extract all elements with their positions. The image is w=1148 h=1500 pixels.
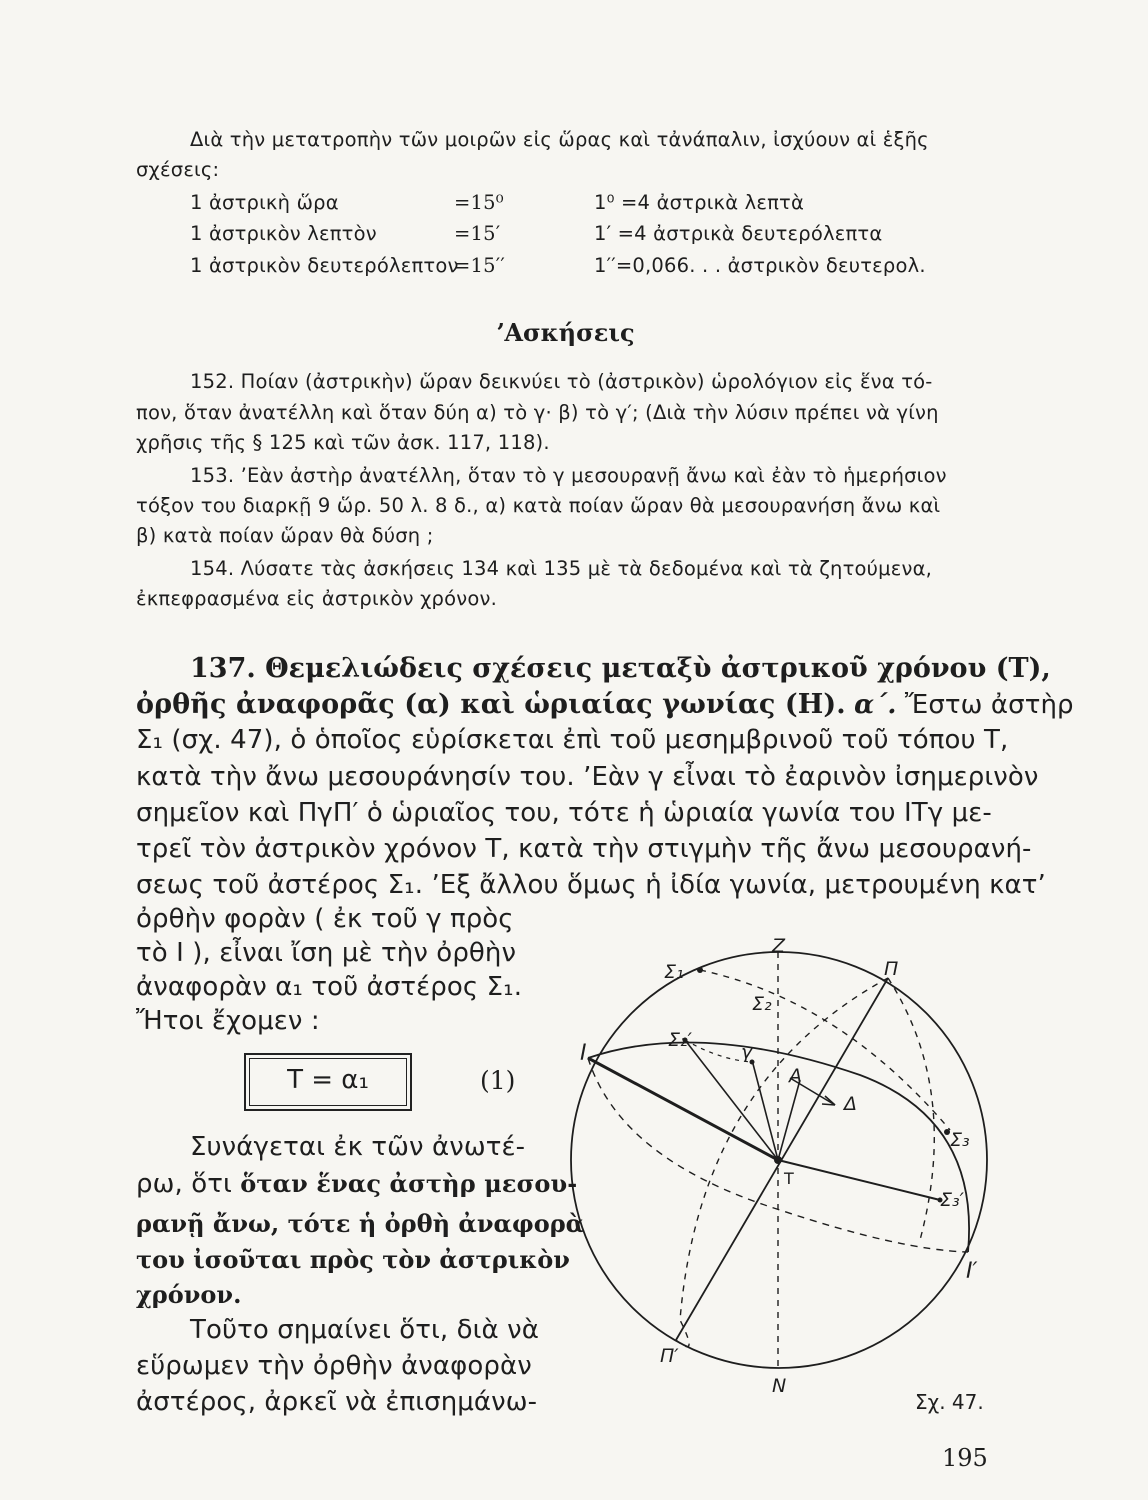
label-N: N [772,1375,787,1397]
conv-left-name: 1 ἀστρικὴ ὥρα [190,191,339,214]
page-number: 195 [942,1444,988,1472]
star-parallel [700,970,950,1130]
conv-left-name: 1 ἀστρικὸν λεπτὸν [190,222,377,245]
conclusion-bold: ρανῇ ἄνω, τότε ἡ ὀρθὴ ἀναφορὰ [136,1209,585,1238]
section-heading-line-1: 137. Θεμελιώδεις σχέσεις μεταξὺ ἀστρικοῦ χρόνου (Τ), [190,653,1051,684]
label-P: Π [884,958,899,980]
final-line: εὕρωμεν τὴν ὀρθὴν ἀναφορὰν [136,1351,532,1381]
star-S1 [697,967,703,973]
radius-T-gamma [752,1060,778,1160]
label-I-prime: Ι′ [966,1259,978,1284]
body-line-narrow: Ἤτοι ἔχομεν : [136,1006,320,1036]
intro-line-1: Διὰ τὴν μετατροπὴν τῶν μοιρῶν εἰς ὥρας καὶ τἀνάπαλιν, ἰσχύουν αἱ ἑξῆς [190,128,929,151]
radius-T-S2p [685,1040,778,1160]
label-T: Τ [784,1169,794,1188]
section-heading-bold: ὀρθῆς ἀναφορᾶς (α) καὶ ὡριαίας γωνίας (Η). [136,689,846,720]
conclusion-line: Συνάγεται ἐκ τῶν ἀνωτέ- [190,1132,526,1162]
exercise-line: 154. Λύσατε τὰς ἀσκήσεις 134 καὶ 135 μὲ τὰ δεδομένα καὶ τὰ ζητούμενα, [190,557,933,580]
conclusion-bold: του ἰσοῦται πρὸς τὸν ἀστρικὸν [136,1245,570,1274]
radius-T-I [588,1058,778,1160]
body-line-narrow: ἀναφορὰν α₁ τοῦ ἀστέρος Σ₁. [136,972,523,1002]
conv-right: 1′′=0,066. . . ἀστρικὸν δευτερολ. [594,254,926,277]
label-Z: Z [772,935,786,957]
body-line: σημεῖον καὶ ΠγΠ′ ὁ ὡριαῖος του, τότε ἡ ὡριαία γωνία του ΙΤγ με- [136,798,992,828]
celestial-sphere-figure [560,930,1020,1400]
conclusion-bold: χρόνον. [136,1280,242,1309]
exercise-line: β) κατὰ ποίαν ὥραν θὰ δύση ; [136,524,434,547]
body-line: Σ₁ (σχ. 47), ὁ ὁποῖος εὑρίσκεται ἐπὶ τοῦ μεσημβρινοῦ τοῦ τόπου Τ, [136,725,1009,755]
exercise-line: πον, ὅταν ἀνατέλλη καὶ ὅταν δύη α) τὸ γ· β) τὸ γ′; (Διὰ τὴν λύσιν πρέπει νὰ γίνη [136,401,939,424]
section-heading-alpha: α΄. [854,690,897,720]
body-line: σεως τοῦ ἀστέρος Σ₁. ʼΕξ ἄλλου ὅμως ἡ ἰδία γωνία, μετρουμένη κατʼ [136,870,1046,900]
final-line: Τοῦτο σημαίνει ὅτι, διὰ νὰ [190,1315,539,1345]
section-heading-line-2 [136,686,1074,724]
hour-circle-back [888,978,934,1240]
label-D: Δ [844,1093,857,1115]
exercise-line: 152. Ποίαν (ἀστρικὴν) ὥραν δεικνύει τὸ (ἀστρικὸν) ὡρολόγιον εἰς ἕνα τό- [190,370,933,393]
center-point-T [774,1156,782,1164]
label-A: Α [789,1065,802,1087]
conv-left-value: =15′′ [454,254,506,277]
formula: Τ = α₁ [287,1065,369,1095]
section-heading-rest: Ἔστω ἀστὴρ [904,690,1074,720]
intro-line-2: σχέσεις: [136,158,220,181]
final-line: ἀστέρος, ἀρκεῖ νὰ ἐπισημάνω- [136,1387,538,1417]
conclusion-line [136,1165,577,1203]
label-S2: Σ₂ [752,993,772,1015]
body-line: κατὰ τὴν ἄνω μεσουράνησίν του. ʼΕὰν γ εἶναι τὸ ἐαρινὸν ἰσημερινὸν [136,762,1039,792]
conv-left-value: =15′ [454,222,501,245]
label-P-prime: Π′ [660,1345,679,1367]
body-line-narrow: ὀρθὴν φορὰν ( ἐκ τοῦ γ πρὸς [136,904,514,934]
label-S3: Σ₃ [950,1129,970,1151]
polar-axis [676,978,888,1340]
conclusion-bold: ὅταν ἕνας ἀστὴρ μεσου- [240,1169,578,1198]
formula-number: (1) [480,1066,516,1095]
conv-left-value: =15⁰ [454,191,504,214]
exercise-line: ἐκπεφρασμένα εἰς ἀστρικὸν χρόνον. [136,587,497,610]
exercise-line: τόξον του διαρκῇ 9 ὥρ. 50 λ. 8 δ., α) κατὰ ποίαν ὥραν θὰ μεσουρανήση ἄνω καὶ [136,494,941,517]
conv-right: 1′ =4 ἀστρικὰ δευτερόλεπτα [594,222,883,245]
label-S1: Σ₁ [664,961,684,983]
label-S2-prime: Σ₂′ [668,1029,692,1051]
formula-box [244,1053,412,1111]
body-line: τρεῖ τὸν ἀστρικὸν χρόνον Τ, κατὰ τὴν στιγμὴν τῆς ἄνω μεσουρανή- [136,834,1032,864]
body-line-narrow: τὸ Ι ), εἶναι ἴση μὲ τὴν ὀρθὴν [136,938,517,968]
exercises-title: ʼΑσκήσεις [496,318,635,347]
conv-left-name: 1 ἀστρικὸν δευτερόλεπτον [190,254,459,277]
label-gamma: γ [741,1041,753,1063]
conv-right: 1⁰ =4 ἀστρικὰ λεπτὰ [594,191,805,214]
exercise-line: χρῆσις τῆς § 125 καὶ τῶν ἀσκ. 117, 118). [136,431,550,454]
label-I: Ι [580,1041,587,1066]
exercise-line: 153. ʼΕὰν ἀστὴρ ἀνατέλλη, ὅταν τὸ γ μεσουρανῇ ἄνω καὶ ἐὰν τὸ ἡμερήσιον [190,464,947,487]
conclusion-lead: ρω, ὅτι [136,1169,232,1199]
label-S3-prime: Σ₃′ [940,1189,964,1211]
figure-caption: Σχ. 47. [915,1390,984,1414]
radius-T-S3p [778,1160,940,1200]
